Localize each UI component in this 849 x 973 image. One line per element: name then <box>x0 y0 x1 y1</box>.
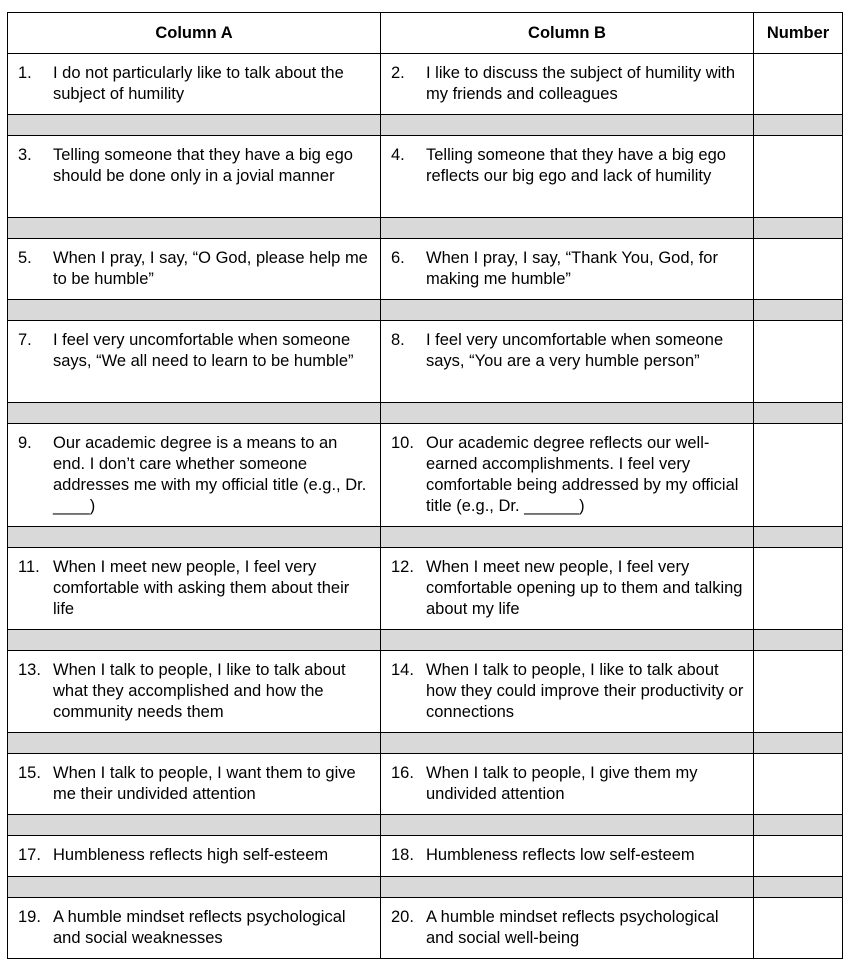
table-row <box>8 836 843 877</box>
column-b-cell <box>381 651 754 733</box>
header-column-a: Column A <box>8 13 381 54</box>
item-statement: Telling someone that they have a big ego reflects our big ego and lack of humility <box>426 146 726 185</box>
table-row <box>8 424 843 527</box>
separator-cell <box>8 877 381 898</box>
separator-cell <box>8 733 381 754</box>
separator-row <box>8 630 843 651</box>
item-statement: I feel very uncomfortable when someone says, “You are a very humble person” <box>426 331 724 370</box>
column-a-cell <box>8 136 381 218</box>
column-b-cell <box>381 424 754 527</box>
column-b-cell <box>381 836 754 877</box>
column-b-cell <box>381 754 754 815</box>
separator-cell <box>8 815 381 836</box>
separator-cell <box>381 527 754 548</box>
column-b-cell <box>381 239 754 300</box>
item-number: 13. <box>18 661 41 679</box>
item-number: 20. <box>391 908 414 926</box>
item-number: 8. <box>391 331 405 349</box>
separator-cell <box>8 630 381 651</box>
number-input-cell[interactable] <box>754 651 843 733</box>
table-row <box>8 898 843 959</box>
column-a-cell <box>8 321 381 403</box>
separator-cell <box>754 527 843 548</box>
separator-row <box>8 300 843 321</box>
separator-cell <box>381 733 754 754</box>
item-statement: Our academic degree reflects our well-earned accomplishments. I feel very comfortable being addressed by my official title (e.g., Dr. ______) <box>426 434 739 515</box>
number-input-cell[interactable] <box>754 239 843 300</box>
separator-cell <box>754 877 843 898</box>
separator-cell <box>381 115 754 136</box>
item-number: 4. <box>391 146 405 164</box>
table-row <box>8 136 843 218</box>
separator-cell <box>8 300 381 321</box>
separator-row <box>8 527 843 548</box>
item-number: 15. <box>18 764 41 782</box>
separator-cell <box>754 218 843 239</box>
separator-row <box>8 877 843 898</box>
item-number: 17. <box>18 846 41 864</box>
item-number: 14. <box>391 661 414 679</box>
number-input-cell[interactable] <box>754 136 843 218</box>
separator-cell <box>754 115 843 136</box>
separator-cell <box>381 300 754 321</box>
item-number: 9. <box>18 434 32 452</box>
column-a-cell <box>8 548 381 630</box>
column-b-cell <box>381 898 754 959</box>
column-b-cell <box>381 54 754 115</box>
separator-row <box>8 115 843 136</box>
column-a-cell <box>8 651 381 733</box>
column-a-cell <box>8 836 381 877</box>
separator-cell <box>754 815 843 836</box>
separator-cell <box>754 630 843 651</box>
item-number: 11. <box>18 558 40 576</box>
number-input-cell[interactable] <box>754 898 843 959</box>
column-b-cell <box>381 136 754 218</box>
item-statement: When I pray, I say, “Thank You, God, for making me humble” <box>426 249 718 288</box>
separator-cell <box>754 300 843 321</box>
number-input-cell[interactable] <box>754 424 843 527</box>
item-statement: I do not particularly like to talk about the subject of humility <box>53 64 344 103</box>
separator-cell <box>8 115 381 136</box>
separator-cell <box>381 815 754 836</box>
separator-cell <box>381 403 754 424</box>
column-b-cell <box>381 321 754 403</box>
column-b-cell <box>381 548 754 630</box>
item-statement: A humble mindset reflects psychological and social weaknesses <box>53 908 346 947</box>
table-row <box>8 548 843 630</box>
header-column-b: Column B <box>381 13 754 54</box>
item-statement: When I talk to people, I give them my undivided attention <box>426 764 698 803</box>
item-statement: I feel very uncomfortable when someone says, “We all need to learn to be humble” <box>53 331 354 370</box>
column-a-cell <box>8 898 381 959</box>
number-input-cell[interactable] <box>754 548 843 630</box>
item-statement: When I meet new people, I feel very comfortable with asking them about their life <box>53 558 350 618</box>
table-row <box>8 239 843 300</box>
number-input-cell[interactable] <box>754 836 843 877</box>
item-statement: Humbleness reflects low self-esteem <box>426 846 695 864</box>
item-number: 16. <box>391 764 414 782</box>
separator-row <box>8 403 843 424</box>
separator-cell <box>381 877 754 898</box>
header-number: Number <box>754 13 843 54</box>
number-input-cell[interactable] <box>754 321 843 403</box>
item-statement: A humble mindset reflects psychological and social well-being <box>426 908 719 947</box>
item-number: 3. <box>18 146 32 164</box>
item-statement: When I meet new people, I feel very comfortable opening up to them and talking about my life <box>426 558 743 618</box>
column-a-cell <box>8 754 381 815</box>
number-input-cell[interactable] <box>754 754 843 815</box>
column-a-cell <box>8 54 381 115</box>
number-input-cell[interactable] <box>754 54 843 115</box>
item-statement: When I talk to people, I like to talk about what they accomplished and how the community needs them <box>53 661 346 721</box>
item-number: 19. <box>18 908 41 926</box>
separator-cell <box>8 218 381 239</box>
separator-cell <box>754 733 843 754</box>
column-a-cell <box>8 424 381 527</box>
item-number: 12. <box>391 558 414 576</box>
item-statement: When I pray, I say, “O God, please help me to be humble” <box>53 249 368 288</box>
item-number: 1. <box>18 64 32 82</box>
table-row <box>8 754 843 815</box>
item-number: 10. <box>391 434 414 452</box>
separator-row <box>8 815 843 836</box>
table-row <box>8 54 843 115</box>
column-a-cell <box>8 239 381 300</box>
item-statement: Telling someone that they have a big ego should be done only in a jovial manner <box>53 146 353 185</box>
separator-row <box>8 733 843 754</box>
separator-cell <box>8 403 381 424</box>
item-statement: Our academic degree is a means to an end. I don’t care whether someone addresses me with my official title (e.g., Dr. ____) <box>53 434 367 515</box>
separator-cell <box>8 527 381 548</box>
item-number: 18. <box>391 846 414 864</box>
item-statement: When I talk to people, I want them to give me their undivided attention <box>53 764 356 803</box>
separator-cell <box>381 218 754 239</box>
item-statement: When I talk to people, I like to talk about how they could improve their productivity or connections <box>426 661 744 721</box>
item-number: 2. <box>391 64 405 82</box>
humility-survey-table <box>7 12 843 959</box>
item-number: 5. <box>18 249 32 267</box>
header-row <box>8 13 843 54</box>
table-row <box>8 321 843 403</box>
item-number: 7. <box>18 331 32 349</box>
separator-cell <box>754 403 843 424</box>
separator-row <box>8 218 843 239</box>
item-number: 6. <box>391 249 405 267</box>
separator-cell <box>381 630 754 651</box>
item-statement: Humbleness reflects high self-esteem <box>53 846 329 864</box>
item-statement: I like to discuss the subject of humility with my friends and colleagues <box>426 64 736 103</box>
table-row <box>8 651 843 733</box>
